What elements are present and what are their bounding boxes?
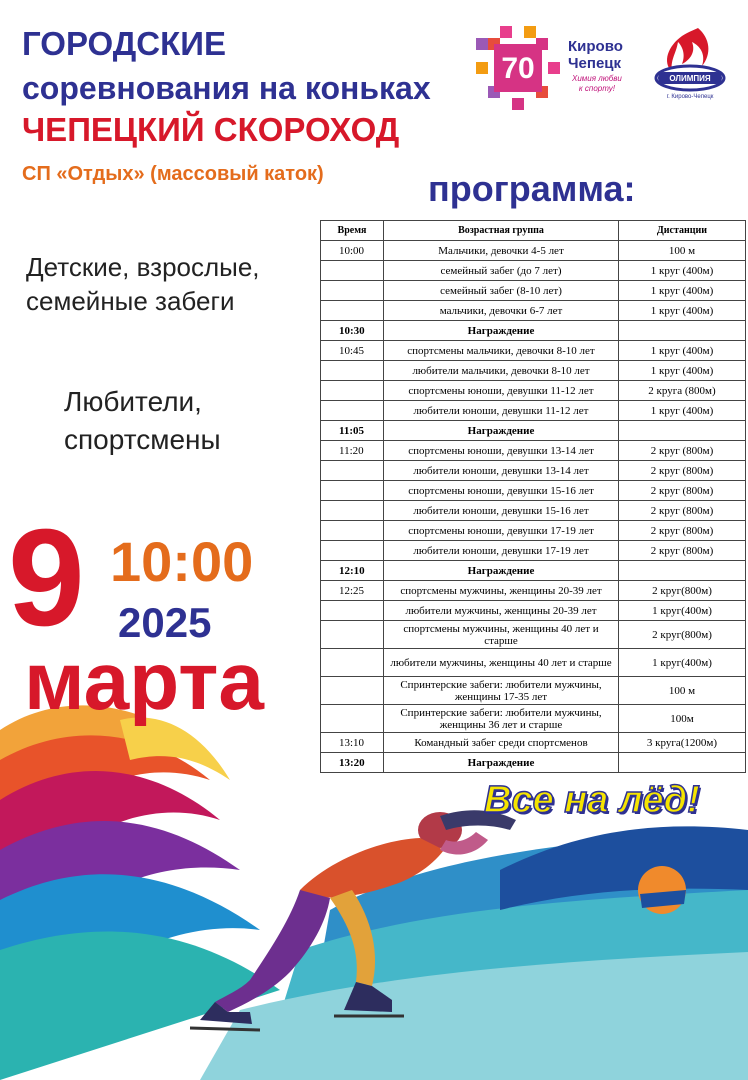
- table-row: [321, 301, 746, 321]
- row-group: спортсмены юноши, девушки 13-14 лет: [384, 441, 619, 461]
- row-distance: 100 м: [619, 677, 746, 705]
- table-row: [321, 421, 746, 441]
- row-group: спортсмены мужчины, женщины 20-39 лет: [384, 581, 619, 601]
- city-logo-text: [568, 38, 623, 72]
- row-group: семейный забег (8-10 лет): [384, 281, 619, 301]
- row-distance: 2 круг (800м): [619, 501, 746, 521]
- header-line1: ГОРОДСКИЕ: [22, 25, 226, 62]
- row-time: 12:10: [321, 561, 384, 581]
- row-group: мальчики, девочки 6-7 лет: [384, 301, 619, 321]
- table-header-row: [321, 221, 746, 241]
- row-distance: 2 круга (800м): [619, 381, 746, 401]
- row-distance: [619, 753, 746, 773]
- row-distance: 2 круг (800м): [619, 541, 746, 561]
- event-title: ЧЕПЕЦКИЙ СКОРОХОД: [22, 111, 400, 148]
- table-row: [321, 677, 746, 705]
- row-time: [321, 621, 384, 649]
- row-group: любители юноши, девушки 13-14 лет: [384, 461, 619, 481]
- row-group: Награждение: [384, 753, 619, 773]
- races-line1: Детские, взрослые,: [26, 252, 260, 282]
- row-time: [321, 381, 384, 401]
- table-row: [321, 705, 746, 733]
- table-row: [321, 753, 746, 773]
- header-distance: Дистанции: [619, 221, 746, 241]
- table-row: [321, 441, 746, 461]
- row-group: спортсмены юноши, девушки 15-16 лет: [384, 481, 619, 501]
- row-group: спортсмены юноши, девушки 11-12 лет: [384, 381, 619, 401]
- table-row: [321, 521, 746, 541]
- row-time: [321, 261, 384, 281]
- olimpia-logo: [652, 24, 728, 108]
- anniversary-number: 70: [501, 52, 535, 85]
- row-time: 10:00: [321, 241, 384, 261]
- table-row: [321, 561, 746, 581]
- table-row: [321, 733, 746, 753]
- table-row: [321, 601, 746, 621]
- races-line2: семейные забеги: [26, 286, 235, 316]
- amateurs-line1: Любители,: [64, 386, 202, 417]
- row-time: 12:25: [321, 581, 384, 601]
- venue: СП «Отдых» (массовый каток): [22, 163, 324, 185]
- table-row: [321, 461, 746, 481]
- row-time: [321, 361, 384, 381]
- row-group: любители юноши, девушки 11-12 лет: [384, 401, 619, 421]
- row-time: [321, 649, 384, 677]
- row-time: [321, 461, 384, 481]
- row-time: [321, 501, 384, 521]
- row-time: [321, 705, 384, 733]
- row-distance: 1 круг (400м): [619, 401, 746, 421]
- row-time: [321, 677, 384, 705]
- row-distance: 2 круг (800м): [619, 441, 746, 461]
- row-group: Мальчики, девочки 4-5 лет: [384, 241, 619, 261]
- row-time: [321, 281, 384, 301]
- row-time: [321, 541, 384, 561]
- date-year: 2025: [118, 599, 212, 646]
- header-group: Возрастная группа: [384, 221, 619, 241]
- city-slogan-line1: Химия любви: [572, 74, 622, 83]
- row-time: 13:10: [321, 733, 384, 753]
- row-group: Награждение: [384, 421, 619, 441]
- date-month: марта: [24, 636, 264, 727]
- anniversary-70-logo: [476, 26, 560, 110]
- row-distance: 1 круг (400м): [619, 281, 746, 301]
- row-distance: 1 круг(400м): [619, 649, 746, 677]
- row-distance: 2 круг(800м): [619, 581, 746, 601]
- slogan: Все на лёд!: [484, 779, 700, 821]
- city-slogan-line2: к спорту!: [578, 84, 615, 93]
- olimpia-city: г. Кирово-Чепецк: [666, 94, 714, 100]
- row-group: любители мужчины, женщины 20-39 лет: [384, 601, 619, 621]
- amateurs-line2: спортсмены: [64, 424, 221, 455]
- row-group: любители мужчины, женщины 40 лет и старше: [384, 649, 619, 677]
- program-title: программа:: [428, 168, 636, 209]
- city-name-line1: Кирово: [568, 38, 623, 55]
- row-distance: 2 круг(800м): [619, 621, 746, 649]
- table-row: [321, 401, 746, 421]
- row-group: Спринтерские забеги: любители мужчины, женщины 36 лет и старше: [384, 705, 619, 733]
- row-time: [321, 601, 384, 621]
- table-row: [321, 321, 746, 341]
- row-distance: 1 круг(400м): [619, 601, 746, 621]
- table-row: [321, 241, 746, 261]
- city-name-line2: Чепецк: [568, 55, 622, 72]
- table-row: [321, 541, 746, 561]
- row-distance: [619, 321, 746, 341]
- row-time: 13:20: [321, 753, 384, 773]
- row-time: [321, 521, 384, 541]
- row-distance: 100 м: [619, 241, 746, 261]
- table-row: [321, 481, 746, 501]
- row-time: 10:30: [321, 321, 384, 341]
- table-row: [321, 281, 746, 301]
- table-row: [321, 261, 746, 281]
- city-slogan: [572, 74, 622, 94]
- row-group: любители мальчики, девочки 8-10 лет: [384, 361, 619, 381]
- row-group: семейный забег (до 7 лет): [384, 261, 619, 281]
- start-time: 10:00: [110, 530, 254, 593]
- table-body: [321, 241, 746, 773]
- row-group: спортсмены юноши, девушки 17-19 лет: [384, 521, 619, 541]
- row-distance: 1 круг (400м): [619, 261, 746, 281]
- row-time: [321, 481, 384, 501]
- table-row: [321, 501, 746, 521]
- olimpia-name: ОЛИМПИЯ: [669, 74, 711, 83]
- row-group: Награждение: [384, 561, 619, 581]
- row-distance: [619, 421, 746, 441]
- table-row: [321, 649, 746, 677]
- date-day: 9: [8, 501, 85, 655]
- row-group: спортсмены мужчины, женщины 40 лет и старше: [384, 621, 619, 649]
- row-distance: 100м: [619, 705, 746, 733]
- table-row: [321, 361, 746, 381]
- row-group: любители юноши, девушки 15-16 лет: [384, 501, 619, 521]
- table-row: [321, 381, 746, 401]
- row-distance: [619, 561, 746, 581]
- row-distance: 2 круг (800м): [619, 521, 746, 541]
- header-line2: соревнования на коньках: [22, 70, 431, 106]
- row-time: 10:45: [321, 341, 384, 361]
- header-time: Время: [321, 221, 384, 241]
- table-row: [321, 621, 746, 649]
- row-group: любители юноши, девушки 17-19 лет: [384, 541, 619, 561]
- races-description: [26, 250, 316, 318]
- table-row: [321, 341, 746, 361]
- row-time: 11:05: [321, 421, 384, 441]
- row-distance: 2 круг (800м): [619, 481, 746, 501]
- row-group: спортсмены мальчики, девочки 8-10 лет: [384, 341, 619, 361]
- row-distance: 1 круг (400м): [619, 361, 746, 381]
- row-time: [321, 401, 384, 421]
- row-group: Командный забег среди спортсменов: [384, 733, 619, 753]
- row-distance: 1 круг (400м): [619, 301, 746, 321]
- row-group: Спринтерские забеги: любители мужчины, женщины 17-35 лет: [384, 677, 619, 705]
- row-time: 11:20: [321, 441, 384, 461]
- amateurs-description: [64, 383, 304, 459]
- program-table: [320, 220, 746, 773]
- table-row: [321, 581, 746, 601]
- row-distance: 3 круга(1200м): [619, 733, 746, 753]
- row-distance: 1 круг (400м): [619, 341, 746, 361]
- row-time: [321, 301, 384, 321]
- row-distance: 2 круг (800м): [619, 461, 746, 481]
- row-group: Награждение: [384, 321, 619, 341]
